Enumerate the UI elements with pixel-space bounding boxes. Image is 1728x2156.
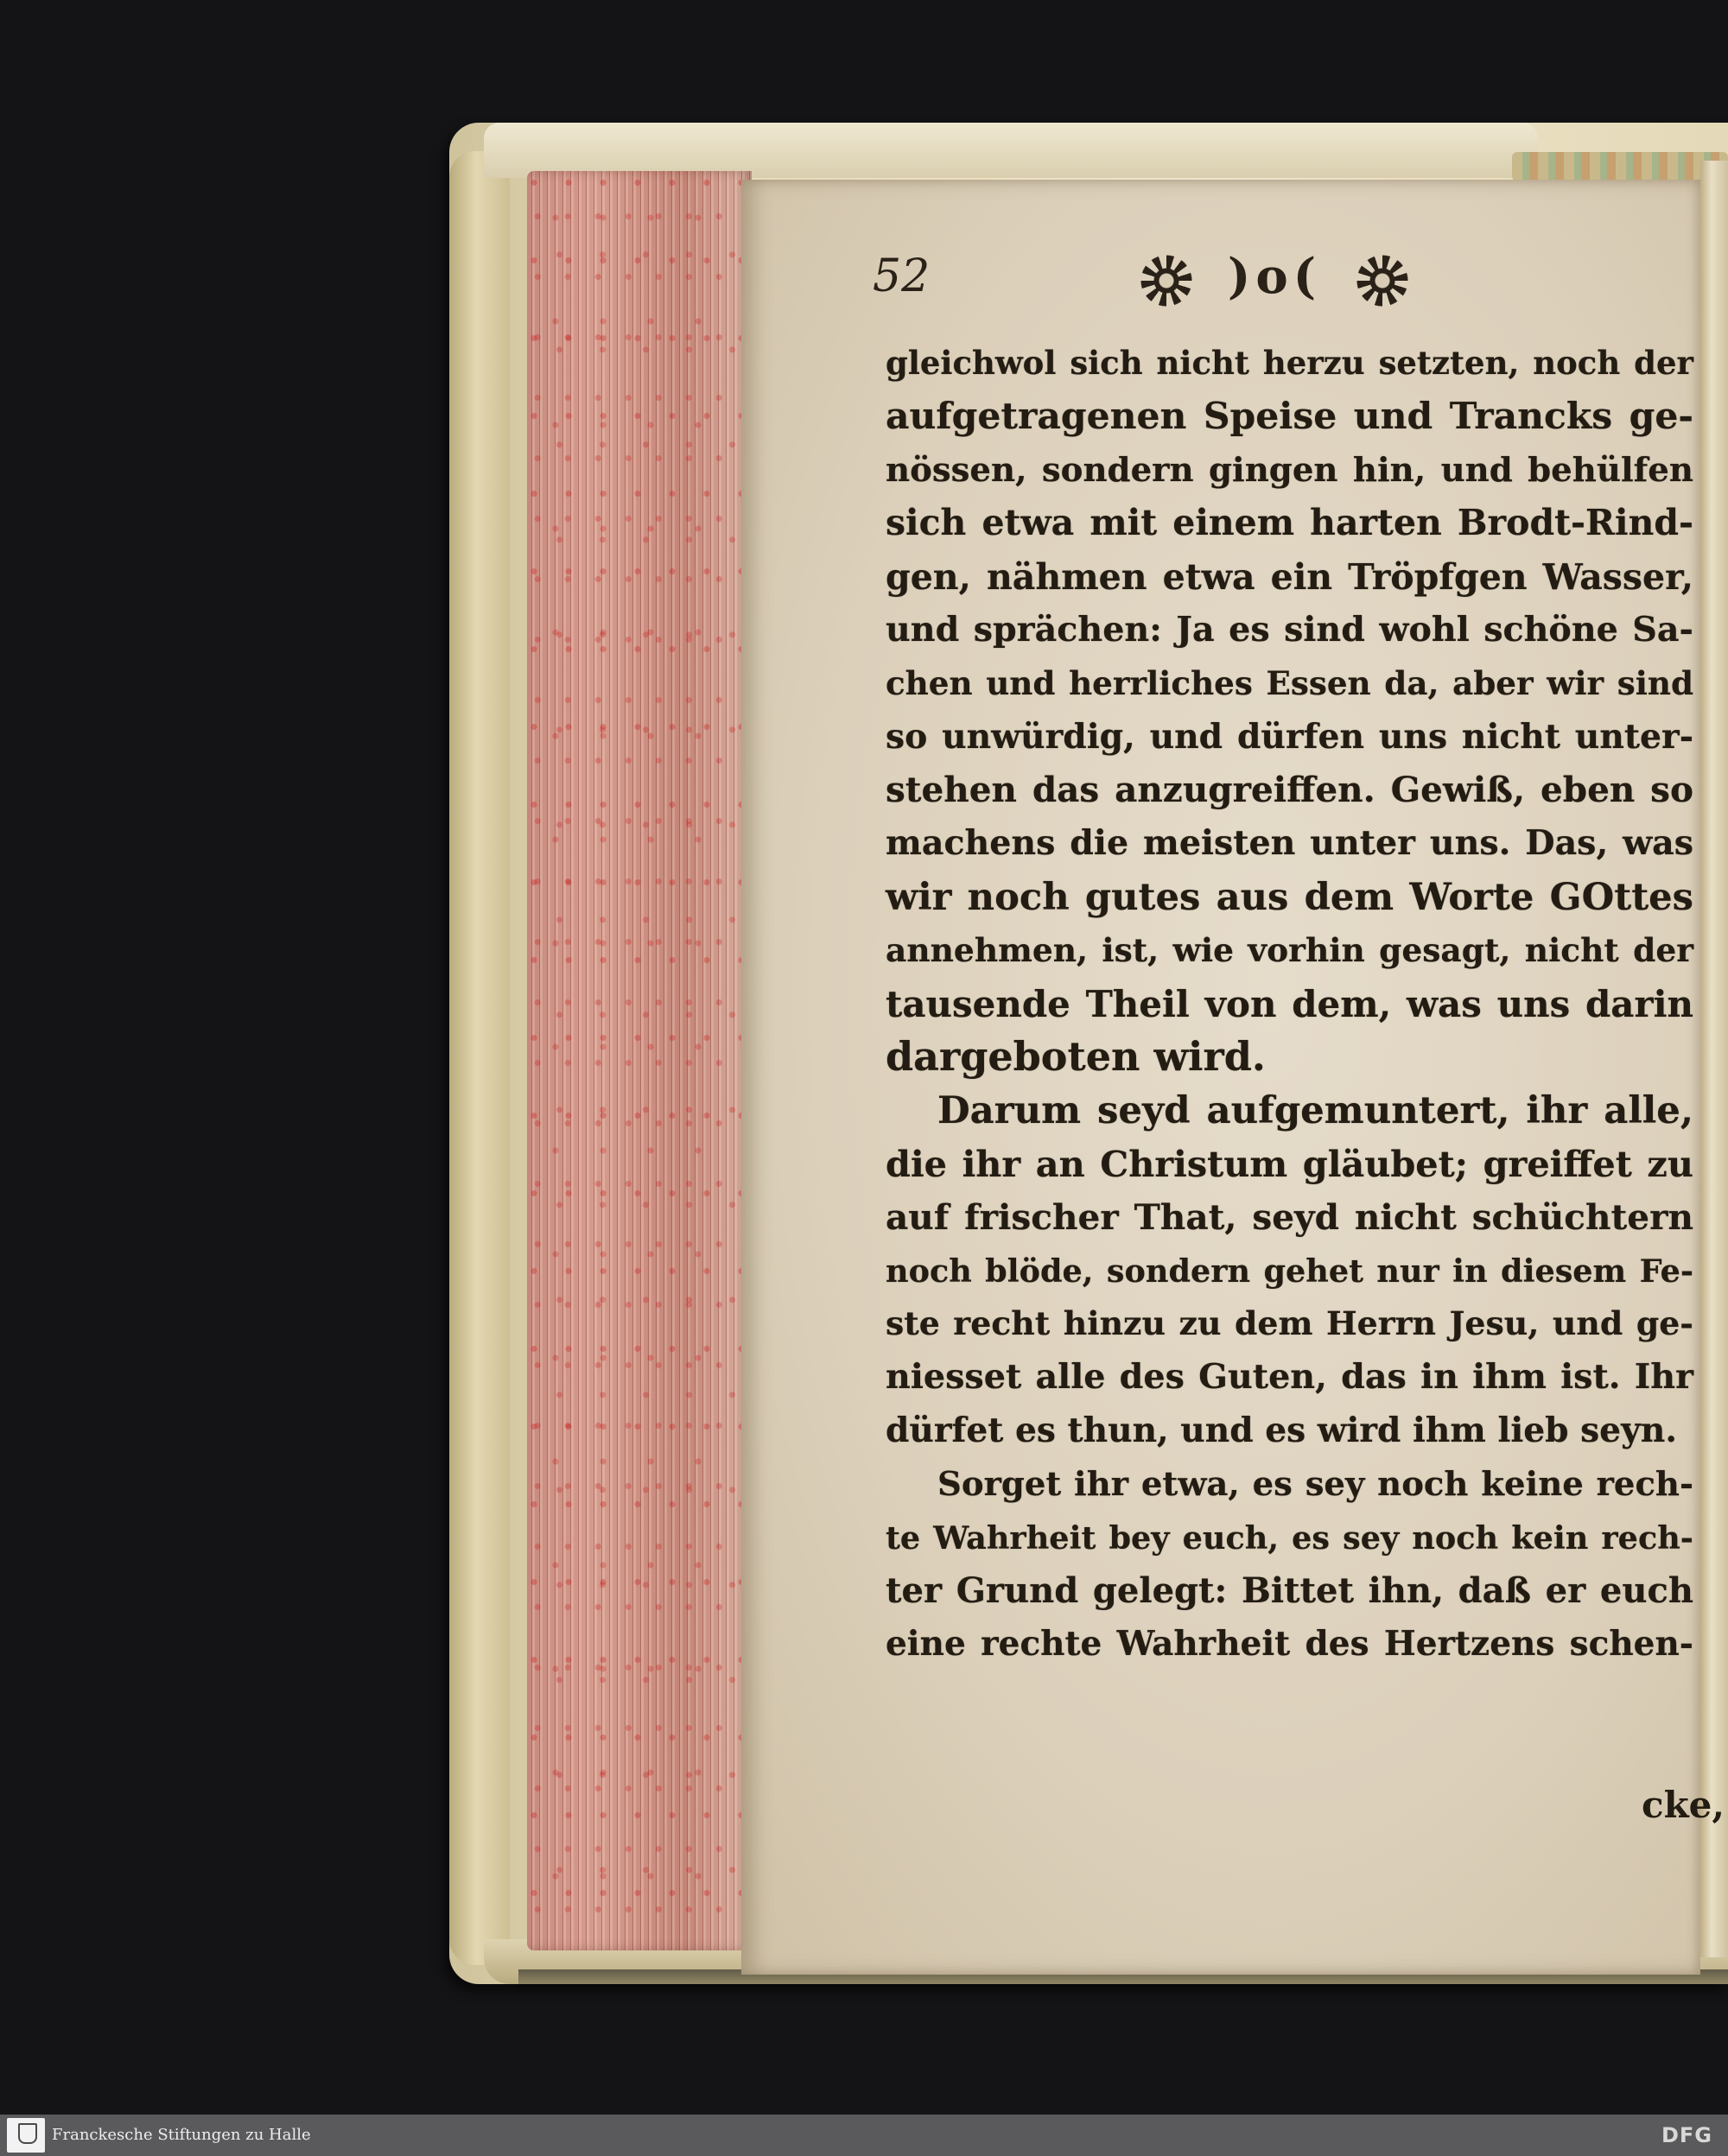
book-cover-top-edge (484, 123, 1538, 178)
text-line: te Wahrheit bey euch, es sey noch kein rech- (886, 1519, 1693, 1557)
text-line: Sorget ihr etwa, es sey noch keine rech- (937, 1464, 1693, 1504)
text-line: sich etwa mit einem harten Brodt-Rind- (886, 502, 1693, 544)
page-edge-speckle (527, 171, 752, 1950)
facing-page-edge (1700, 161, 1728, 1957)
running-head-ornament: )o( (1227, 248, 1322, 305)
text-line: dargeboten wird. (886, 1033, 1266, 1081)
institution-logo-icon[interactable] (7, 2118, 45, 2153)
text-line: nössen, sondern gingen hin, und behülfen (886, 450, 1693, 490)
text-line: machens die meisten unter uns. Das, was (886, 823, 1693, 864)
text-line: niesset alle des Guten, das in ihm ist. Ihr (886, 1357, 1693, 1398)
text-line: so unwürdig, und dürfen uns nicht unter- (886, 716, 1693, 757)
fleuron-left-icon (1140, 255, 1192, 307)
viewer-footer (0, 2115, 1728, 2156)
text-line: Darum seyd aufgemuntert, ihr alle, (937, 1088, 1693, 1133)
text-line: die ihr an Christum gläubet; greiffet zu (886, 1142, 1693, 1185)
dfg-logo[interactable]: DFG (1661, 2123, 1712, 2147)
text-line: chen und herrliches Essen da, aber wir sind (886, 663, 1693, 702)
book-spine-edge (449, 151, 510, 1965)
running-head (873, 246, 1426, 315)
page-number: 52 (873, 250, 931, 302)
text-line: wir noch gutes aus dem Worte GOttes (886, 874, 1693, 919)
text-line: gleichwol sich nicht herzu setzten, noch der (886, 344, 1693, 382)
institution-name[interactable]: Franckesche Stiftungen zu Halle (52, 2126, 311, 2144)
body-text (886, 337, 1693, 1671)
text-line: noch blöde, sondern gehet nur in diesem Fe- (886, 1252, 1693, 1290)
text-line: eine rechte Wahrheit des Hertzens schen- (886, 1624, 1693, 1665)
text-line: gen, nähmen etwa ein Tröpfgen Wasser, (886, 555, 1693, 599)
fleuron-right-icon (1356, 255, 1408, 307)
text-line: und sprächen: Ja es sind wohl schöne Sa- (886, 609, 1693, 650)
headband (1512, 152, 1728, 181)
text-line: dürfet es thun, und es wird ihm lieb seyn. (886, 1410, 1677, 1450)
text-line: ste recht hinzu zu dem Herrn Jesu, und ge- (886, 1304, 1693, 1343)
red-page-edges (527, 171, 752, 1950)
text-line: annehmen, ist, wie vorhin gesagt, nicht der (886, 930, 1693, 969)
text-line: auf frischer That, seyd nicht schüchtern (886, 1195, 1693, 1238)
text-line: tausende Theil von dem, was uns darin (886, 982, 1693, 1025)
text-line: ter Grund gelegt: Bittet ihn, daß er euch (886, 1570, 1693, 1612)
text-line: stehen das anzugreiffen. Gewiß, eben so (886, 769, 1693, 811)
text-line: aufgetragenen Speise und Trancks ge- (886, 394, 1693, 438)
catchword: cke, (1642, 1784, 1725, 1826)
